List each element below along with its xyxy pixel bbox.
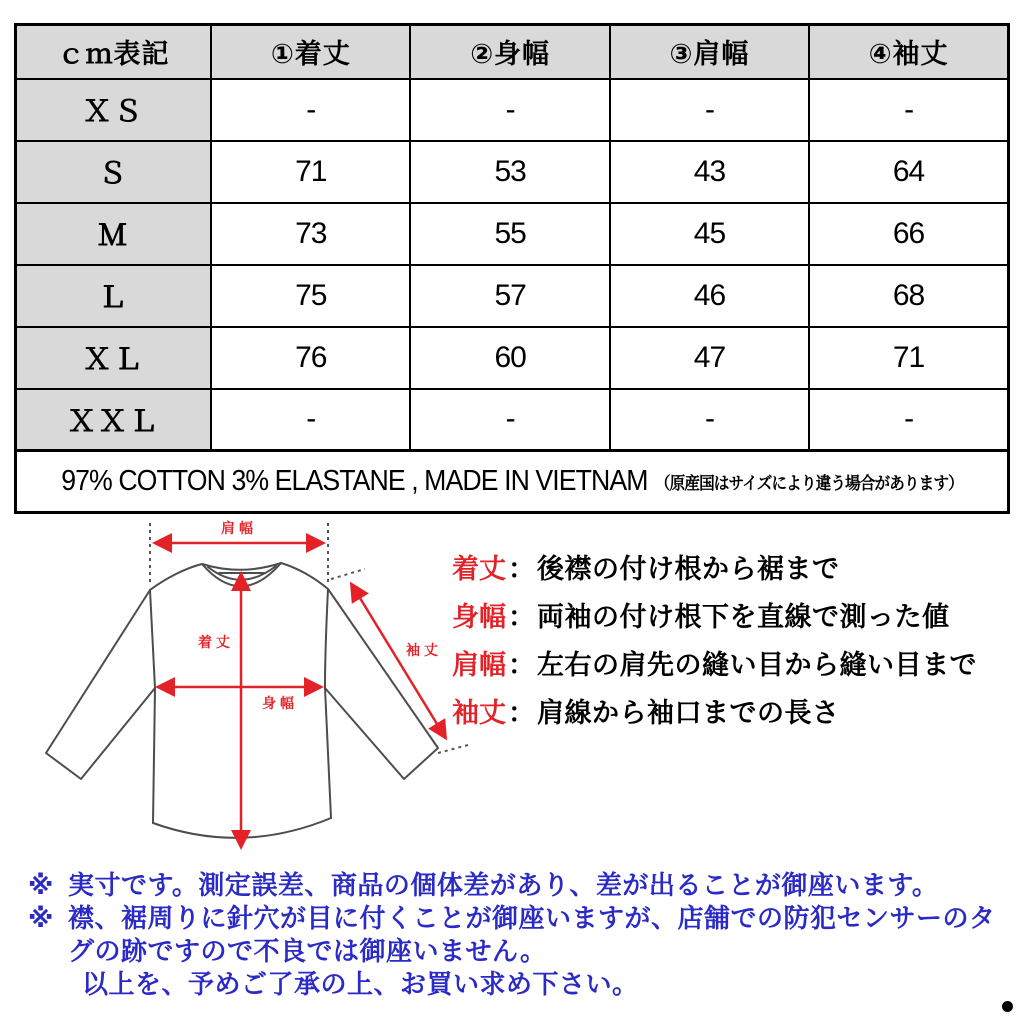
value-cell: 64 [809,141,1008,203]
definition-text: 左右の肩先の縫い目から縫い目まで [537,649,977,680]
size-cell: Ｌ [16,265,212,327]
header-cm-label: ｃｍ表記 [16,25,212,79]
value-cell: - [809,389,1008,451]
material-cell [16,451,1009,513]
size-cell: Ｍ [16,203,212,265]
definition-text: 後襟の付け根から裾まで [537,553,840,584]
definition-text: 肩線から袖口までの長さ [537,697,840,728]
note-text: グの跡ですので不良では御座いません。 [68,936,547,966]
size-chart-header-row [16,25,1009,79]
shirt-measurement-diagram [18,515,480,863]
value-cell: 75 [211,265,410,327]
note-text: 襟、裾周りに針穴が目に付くことが御座いますが、店舗での防犯センサーのタ [68,903,996,933]
definition-separator: ： [508,553,535,584]
value-cell: - [211,79,410,141]
value-cell: 43 [610,141,809,203]
material-origin-note: （原産国はサイズにより違う場合があります） [654,474,963,493]
definition-separator: ： [508,649,535,680]
table-row-xxl [16,389,1009,451]
value-cell: 66 [809,203,1008,265]
note-marker: ※ [28,870,54,900]
table-row-xl [16,327,1009,389]
value-cell: 76 [211,327,410,389]
definition-sleeve-length [452,686,1012,734]
value-cell: 71 [809,327,1008,389]
sleeve-length-arrow [352,585,445,737]
value-cell: 55 [410,203,609,265]
header-length: ①着丈 [211,25,410,79]
value-cell: 60 [410,327,609,389]
note-line [28,869,1013,902]
size-cell: ＸＳ [16,79,212,141]
definition-term: 着丈 [452,553,506,584]
size-cell: ＸＬ [16,327,212,389]
header-sleeve-length: ④袖丈 [809,25,1008,79]
definition-separator: ： [508,601,535,632]
definition-shoulder-width [452,638,1012,686]
material-text [57,465,968,498]
definition-term: 身幅 [452,601,506,632]
size-cell: ＸＸＬ [16,389,212,451]
sleeve-length-label: 袖丈 [406,642,442,658]
value-cell: 46 [610,265,809,327]
note-line [28,935,1013,968]
value-cell: - [610,389,809,451]
value-cell: - [610,79,809,141]
definition-text: 両袖の付け根下を直線で測った値 [537,601,950,632]
definition-body-width [452,590,1012,638]
note-marker: ※ [28,903,54,933]
note-line [28,902,1013,935]
value-cell: - [211,389,410,451]
table-row-m [16,203,1009,265]
table-row-xs [16,79,1009,141]
material-main-text: 97% COTTON 3% ELASTANE , MADE IN VIETNAM [61,465,648,497]
disclaimer-notes [28,869,1013,1001]
value-cell: 53 [410,141,609,203]
table-row-s [16,141,1009,203]
value-cell: 45 [610,203,809,265]
note-text: 以上を、予めご了承の上、お買い求め下さい。 [82,969,639,999]
table-row-l [16,265,1009,327]
definition-separator: ： [508,697,535,728]
bullet-dot [1002,1001,1013,1012]
definition-term: 肩幅 [452,649,506,680]
value-cell: - [809,79,1008,141]
value-cell: 47 [610,327,809,389]
value-cell: 71 [211,141,410,203]
body-width-label: 身幅 [262,695,298,711]
size-chart-table [14,23,1010,514]
size-cell: Ｓ [16,141,212,203]
measurement-definitions [452,542,1012,734]
value-cell: - [410,79,609,141]
value-cell: 57 [410,265,609,327]
value-cell: 68 [809,265,1008,327]
value-cell: 73 [211,203,410,265]
header-body-width: ②身幅 [410,25,609,79]
value-cell: - [410,389,609,451]
note-text: 実寸です。測定誤差、商品の個体差があり、差が出ることが御座います。 [68,870,939,900]
shoulder-width-label: 肩幅 [221,520,257,536]
material-row [16,451,1009,513]
note-line [28,968,1013,1001]
header-shoulder-width: ③肩幅 [610,25,809,79]
body-length-label: 着丈 [198,634,234,650]
definition-body-length [452,542,1012,590]
definition-term: 袖丈 [452,697,506,728]
